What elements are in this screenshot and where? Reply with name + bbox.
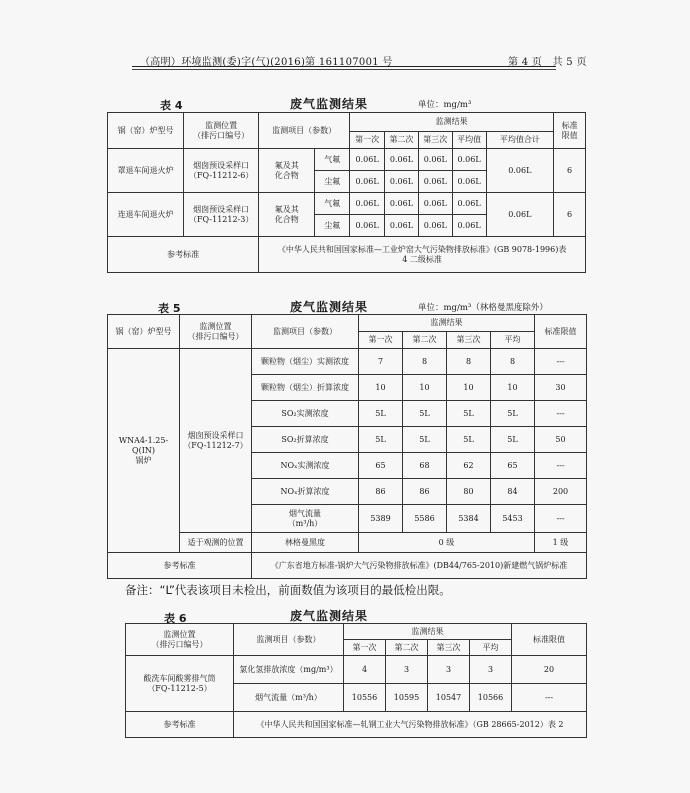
t5-head-avg: 平均 (491, 332, 535, 349)
t6-head-third: 第三次 (428, 640, 470, 656)
table-cell: 80 (447, 479, 491, 505)
table-cell: 5L (359, 401, 403, 427)
table-cell: 8 (447, 349, 491, 375)
table-cell: 3 (428, 656, 470, 684)
t6-head-avg: 平均 (470, 640, 512, 656)
table6-label: 表 6 (164, 612, 187, 625)
table-cell: 86 (359, 479, 403, 505)
table-cell: 65 (491, 453, 535, 479)
t5-item: 颗粒物（烟尘）折算浓度 (252, 375, 359, 401)
table-cell: 5L (403, 427, 447, 453)
t5-head-item: 监测项目（参数） (252, 315, 359, 349)
table5-unit: 单位：mg/m³（林格曼黑度除外） (418, 303, 548, 313)
report-number: （高明）环境监测(委)字(气)(2016)第 161107001 号 (140, 57, 393, 68)
t4-r1-limit: 6 (554, 149, 586, 193)
t5-item: SO₂实测浓度 (252, 401, 359, 427)
table-cell: 0.06L (385, 193, 419, 215)
table-cell: 0.06L (350, 193, 385, 215)
table-cell: 4 (344, 656, 386, 684)
t5-head-result: 监测结果 (359, 315, 535, 332)
t5-ringelmann-item: 林格曼黑度 (252, 533, 359, 553)
table-cell: 5L (403, 401, 447, 427)
table-cell: 10 (447, 375, 491, 401)
table-cell: 84 (491, 479, 535, 505)
t6-head-limit: 标准限值 (512, 624, 587, 656)
table-cell: 20 (512, 656, 587, 684)
table5-caption: 废气监测结果 (290, 300, 369, 314)
table-cell: 0.06L (452, 193, 486, 215)
table5 (107, 314, 587, 579)
table4-unit: 单位：mg/m³ (418, 100, 472, 110)
t5-head-second: 第二次 (403, 332, 447, 349)
table-cell: 8 (403, 349, 447, 375)
t5-head-kiln: 锅（窑）炉型号 (108, 315, 180, 349)
t4-head-result: 监测结果 (350, 113, 554, 132)
t4-r2-group: 氟及其 化合物 (259, 193, 315, 237)
t4-r1-kiln: 罩退车间退火炉 (108, 149, 184, 193)
t5-ref-label: 参考标准 (108, 553, 252, 579)
table-cell: 30 (535, 375, 587, 401)
t6-ref-text: 《中华人民共和国国家标准—轧钢工业大气污染物排放标准》（GB 28665-2012）表 2 (234, 712, 587, 738)
t6-head-second: 第二次 (386, 640, 428, 656)
t4-head-third: 第三次 (418, 132, 452, 149)
t4-head-first: 第一次 (350, 132, 385, 149)
t4-head-avg: 平均值 (452, 132, 486, 149)
table4-caption: 废气监测结果 (290, 97, 369, 111)
table-cell: 86 (403, 479, 447, 505)
table-cell: --- (535, 401, 587, 427)
table-cell: 0.06L (385, 149, 419, 171)
table-cell: 0.06L (385, 171, 419, 193)
t6-ref-label: 参考标准 (126, 712, 234, 738)
t6-item: 氯化氢排放浓度（mg/m³） (234, 656, 344, 684)
table-cell: 5389 (359, 505, 403, 533)
table-cell: 200 (535, 479, 587, 505)
header-rule-thin (132, 69, 556, 70)
t5-head-limit: 标准限值 (535, 315, 587, 349)
table6 (125, 623, 587, 738)
table-cell: 5453 (491, 505, 535, 533)
t4-ref-text: 《中华人民共和国国家标准—工业炉窑大气污染物排放标准》(GB 9078-1996)表 4 二级标准 (259, 237, 586, 273)
t5-ringelmann-value: 0 级 (359, 533, 535, 553)
t4-r1-sub2: 尘氟 (315, 171, 350, 193)
t5-head-third: 第三次 (447, 332, 491, 349)
table-cell: 10566 (470, 684, 512, 712)
t4-r2-sub1: 气氟 (315, 193, 350, 215)
table-cell: 62 (447, 453, 491, 479)
table-cell: --- (512, 684, 587, 712)
table-cell: 10 (359, 375, 403, 401)
table6-caption: 废气监测结果 (290, 609, 369, 623)
t4-head-avgsum: 平均值合计 (486, 132, 554, 149)
t4-r2-kiln: 连退车间退火炉 (108, 193, 184, 237)
table-cell: 0.06L (418, 193, 452, 215)
table-cell: 0.06L (418, 149, 452, 171)
remark-note: 备注：“L”代表该项目未检出，前面数值为该项目的最低检出限。 (125, 583, 451, 597)
table-cell: 8 (491, 349, 535, 375)
t5-kiln: WNA4-1.25-Q(IN) 锅炉 (108, 349, 180, 553)
table-cell: 0.06L (385, 215, 419, 237)
table-cell: 5L (491, 427, 535, 453)
table5-label: 表 5 (158, 302, 181, 315)
table-cell: 3 (386, 656, 428, 684)
t6-head-item: 监测项目（参数） (234, 624, 344, 656)
table-cell: 50 (535, 427, 587, 453)
t4-r1-sum: 0.06L (486, 149, 554, 193)
table-cell: 0.06L (350, 171, 385, 193)
table-cell: 5384 (447, 505, 491, 533)
t6-head-loc: 监测位置 （排污口编号） (126, 624, 234, 656)
t5-item: 颗粒物（烟尘）实测浓度 (252, 349, 359, 375)
t4-r1-sub1: 气氟 (315, 149, 350, 171)
table-cell: 3 (470, 656, 512, 684)
table-cell: 5L (359, 427, 403, 453)
t5-head-loc: 监测位置 （排污口编号） (180, 315, 252, 349)
table-cell: 5586 (403, 505, 447, 533)
t5-ringelmann-loc: 适于观测的位置 (180, 533, 252, 553)
page-number: 第 4 页 共 5 页 (508, 57, 587, 68)
t4-r2-loc: 烟囱预设采样口 （FQ-11212-3） (184, 193, 259, 237)
table-cell: 10 (491, 375, 535, 401)
table-cell: 10547 (428, 684, 470, 712)
t6-loc: 酸洗车间酸雾排气筒 （FQ-11212-5） (126, 656, 234, 712)
table4-label: 表 4 (160, 99, 183, 112)
t5-ref-text: 《广东省地方标准-锅炉大气污染物排放标准》(DB44/765-2010)新建燃气锅炉标准 (252, 553, 587, 579)
t5-ringelmann-limit: 1 级 (535, 533, 587, 553)
table-cell: --- (535, 349, 587, 375)
t4-head-second: 第二次 (385, 132, 419, 149)
table-cell: 0.06L (418, 215, 452, 237)
table-cell: 7 (359, 349, 403, 375)
t4-ref-label: 参考标准 (108, 237, 259, 273)
table-cell: 5L (491, 401, 535, 427)
t4-head-limit: 标准 限值 (554, 113, 586, 149)
t5-item: 烟气流量 （m³/h） (252, 505, 359, 533)
table4 (107, 112, 586, 273)
t6-head-first: 第一次 (344, 640, 386, 656)
header-rule (132, 66, 556, 67)
table-cell: 68 (403, 453, 447, 479)
t4-head-kiln: 锅（窑）炉型号 (108, 113, 184, 149)
t4-r2-sub2: 尘氟 (315, 215, 350, 237)
table-cell: 10595 (386, 684, 428, 712)
table-cell: --- (535, 505, 587, 533)
table-cell: --- (535, 453, 587, 479)
table-cell: 0.06L (418, 171, 452, 193)
t4-r2-sum: 0.06L (486, 193, 554, 237)
table-cell: 65 (359, 453, 403, 479)
t5-head-first: 第一次 (359, 332, 403, 349)
table-cell: 5L (447, 401, 491, 427)
table-cell: 0.06L (452, 149, 486, 171)
table-cell: 0.06L (350, 149, 385, 171)
t6-item: 烟气流量（m³/h） (234, 684, 344, 712)
t4-r1-loc: 烟囱预设采样口 （FQ-11212-6） (184, 149, 259, 193)
table-cell: 10556 (344, 684, 386, 712)
table-cell: 0.06L (350, 215, 385, 237)
t6-head-result: 监测结果 (344, 624, 512, 640)
t4-head-item: 监测项目（参数） (259, 113, 350, 149)
t5-item: SO₂折算浓度 (252, 427, 359, 453)
t5-loc: 烟囱预设采样口 （FQ-11212-7） (180, 349, 252, 533)
t4-r2-limit: 6 (554, 193, 586, 237)
t5-item: NOₓ实测浓度 (252, 453, 359, 479)
table-cell: 0.06L (452, 171, 486, 193)
table-cell: 0.06L (452, 215, 486, 237)
table-cell: 10 (403, 375, 447, 401)
table-cell: 5L (447, 427, 491, 453)
t5-item: NOₓ折算浓度 (252, 479, 359, 505)
t4-head-loc: 监测位置 （排污口编号） (184, 113, 259, 149)
t4-r1-group: 氟及其 化合物 (259, 149, 315, 193)
